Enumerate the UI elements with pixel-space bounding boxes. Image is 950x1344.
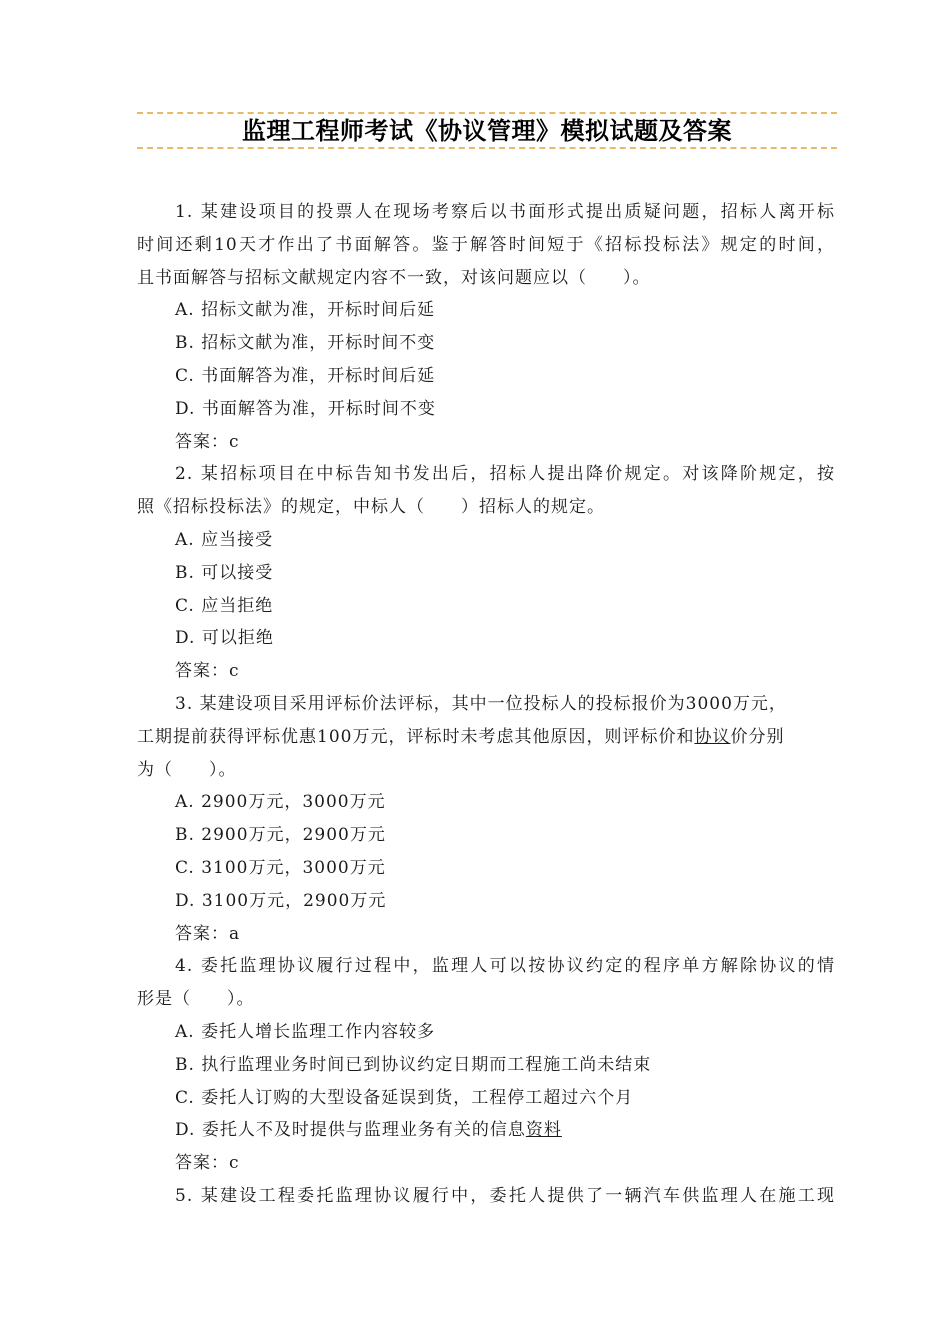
title-banner <box>137 111 837 149</box>
question-1-line-3: 且书面解答与招标文献规定内容不一致，对该问题应以（ ）。 <box>137 267 651 288</box>
document-title: 监理工程师考试《协议管理》模拟试题及答案 <box>242 117 732 145</box>
question-1-option-d: D. 书面解答为准，开标时间不变 <box>175 398 436 419</box>
question-2-answer: 答案：c <box>175 661 240 682</box>
question-1-option-c: C. 书面解答为准，开标时间后延 <box>175 365 436 386</box>
question-2-line-1: 2. 某招标项目在中标告知书发出后，招标人提出降价规定。对该降阶规定，按 <box>175 464 835 485</box>
question-3-line-2 <box>137 721 835 754</box>
question-2-option-d: D. 可以拒绝 <box>175 628 274 649</box>
question-3-option-a: A. 2900万元，3000万元 <box>175 792 386 813</box>
question-4-line-1: 4. 委托监理协议履行过程中，监理人可以按协议约定的程序单方解除协议的情 <box>175 956 835 977</box>
question-2-option-b: B. 可以接受 <box>175 562 274 583</box>
title-top-dashed-rule <box>137 112 837 114</box>
question-2-line-2: 照《招标投标法》的规定，中标人（ ）招标人的规定。 <box>137 497 605 518</box>
question-3-line-3: 为（ ）。 <box>137 759 237 780</box>
question-2-option-c: C. 应当拒绝 <box>175 595 274 616</box>
question-1-answer: 答案：c <box>175 431 240 452</box>
question-2-option-a: A. 应当接受 <box>175 529 274 550</box>
question-1-line-2: 时间还剩10天才作出了书面解答。鉴于解答时间短于《招标投标法》规定的时间， <box>137 234 835 255</box>
question-4-option-a: A. 委托人增长监理工作内容较多 <box>175 1021 436 1042</box>
question-3-answer: 答案：a <box>175 923 241 944</box>
question-1-option-a: A. 招标文献为准，开标时间后延 <box>175 300 436 321</box>
question-3-option-c: C. 3100万元，3000万元 <box>175 857 386 878</box>
title-bottom-dashed-rule <box>137 147 837 149</box>
question-3-underlined-term: 协议 <box>694 726 731 747</box>
question-3-option-b: B. 2900万元，2900万元 <box>175 825 386 846</box>
question-5-line-1: 5. 某建设工程委托监理协议履行中，委托人提供了一辆汽车供监理人在施工现 <box>175 1185 835 1206</box>
question-4-option-d <box>137 1114 835 1147</box>
question-4-option-c: C. 委托人订购的大型设备延误到货，工程停工超过六个月 <box>175 1087 634 1108</box>
question-3-line-2-tail: 价分别 <box>730 726 785 747</box>
question-3-line-2-text: 工期提前获得评标优惠100万元，评标时未考虑其他原因，则评标价和 <box>137 726 695 747</box>
question-4-line-2: 形是（ ）。 <box>137 989 255 1010</box>
question-3-option-d: D. 3100万元，2900万元 <box>175 890 387 911</box>
question-1-line-1: 1. 某建设项目的投票人在现场考察后以书面形式提出质疑问题，招标人离开标 <box>175 202 835 222</box>
question-4-underlined-term: 资料 <box>525 1120 562 1141</box>
question-4-answer: 答案：c <box>175 1153 240 1174</box>
question-4-option-b: B. 执行监理业务时间已到协议约定日期而工程施工尚未结束 <box>175 1054 652 1075</box>
question-4-option-d-text: D. 委托人不及时提供与监理业务有关的信息 <box>175 1120 526 1141</box>
question-list <box>137 196 835 1213</box>
question-3-line-1: 3. 某建设项目采用评标价法评标，其中一位投标人的投标报价为3000万元， <box>175 693 787 714</box>
question-1-option-b: B. 招标文献为准，开标时间不变 <box>175 333 436 354</box>
